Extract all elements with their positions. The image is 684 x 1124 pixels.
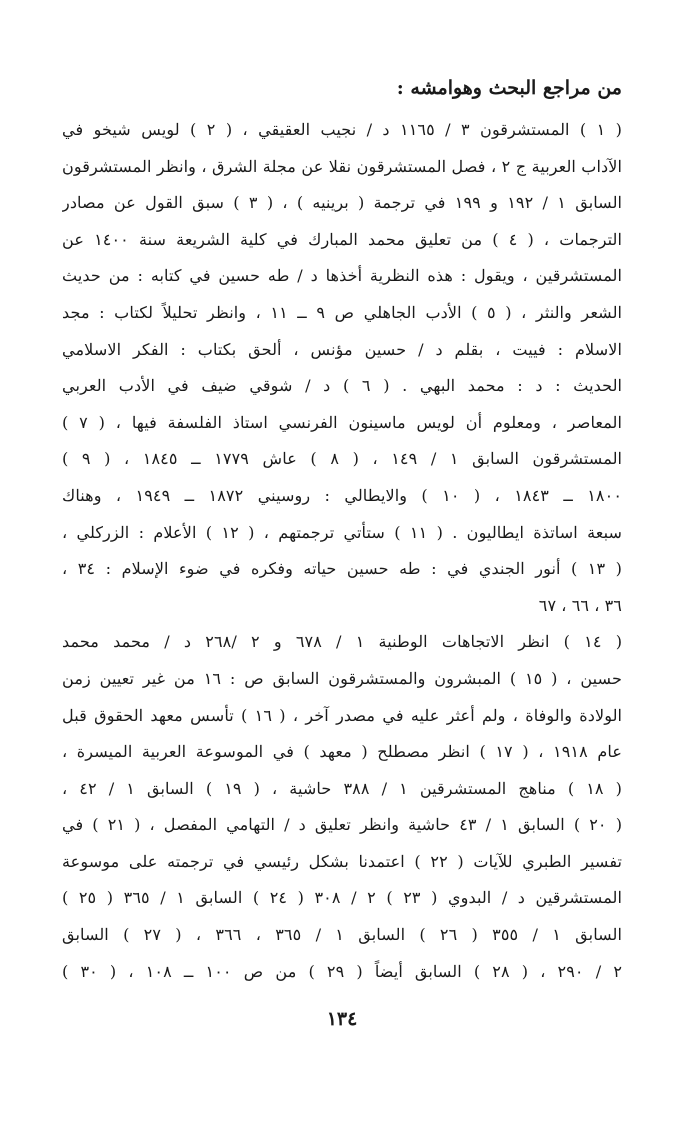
text-line: الحديث : د : محمد البهي . ( ٦ ) د / شوقي ضيف في الأدب العربي [62, 376, 622, 396]
section-heading: من مراجع البحث وهوامشه : [396, 77, 622, 99]
text-line: ( ٢٠ ) السابق ١ / ٤٣ حاشية وانظر تعليق د / التهامي المفصل ، ( ٢١ ) في [62, 815, 622, 835]
text-line: عام ١٩١٨ ، ( ١٧ ) انظر مصطلح ( معهد ) في الموسوعة العربية الميسرة ، [62, 742, 622, 762]
text-line: ٢ / ٢٩٠ ، ( ٢٨ ) السابق أيضاً ( ٢٩ ) من ص ١٠٠ ــ ١٠٨ ، ( ٣٠ ) [62, 961, 622, 981]
text-line: الآداب العربية ج ٢ ، فصل المستشرقون نقلا عن مجلة الشرق ، وانظر المستشرقون [62, 156, 622, 176]
page-number: ١٣٤ [326, 1008, 358, 1030]
footnotes-body [62, 112, 622, 990]
text-line: المستشرقون السابق ١ / ١٤٩ ، ( ٨ ) عاش ١٧٧٩ ــ ١٨٤٥ ، ( ٩ ) [62, 449, 622, 469]
text-line: السابق ١ / ٣٥٥ ( ٢٦ ) السابق ١ / ٣٦٥ ، ٣٦٦ ، ( ٢٧ ) السابق [62, 925, 622, 945]
text-line: الشعر والنثر ، ( ٥ ) الأدب الجاهلي ص ٩ ــ ١١ ، وانظر تحليلاً لكتاب : مجد [62, 302, 622, 322]
text-line: ( ١٣ ) أنور الجندي في : طه حسين حياته وفكره في ضوء الإسلام : ٣٤ ، [62, 559, 622, 579]
text-line: حسين ، ( ١٥ ) المبشرون والمستشرقون السابق ص : ١٦ من غير تعيين زمن [62, 668, 622, 688]
text-line: الاسلام : فييت ، بقلم د / حسين مؤنس ، ألحق بكتاب : الفكر الاسلامي [62, 339, 622, 359]
text-line: السابق ١ / ١٩٢ و ١٩٩ في ترجمة ( برينيه ) ، ( ٣ ) سبق القول عن مصادر [62, 193, 622, 213]
text-line: سبعة اساتذة ايطاليون . ( ١١ ) ستأتي ترجمتهم ، ( ١٢ ) الأعلام : الزركلي ، [62, 522, 622, 542]
text-line: ٣٦ ، ٦٦ ، ٦٧ [538, 595, 622, 615]
text-line: ( ١ ) المستشرقون ٣ / ١١٦٥ د / نجيب العقيقي ، ( ٢ ) لويس شيخو في [62, 120, 622, 139]
text-line: المعاصر ، ومعلوم أن لويس ماسينون الفرنسي استاذ الفلسفة فيها ، ( ٧ ) [62, 412, 622, 432]
text-line: الولادة والوفاة ، ولم أعثر عليه في مصدر آخر ، ( ١٦ ) تأسس معهد الحقوق قبل [62, 705, 622, 725]
text-line: المستشرقين ، ويقول : هذه النظرية أخذها د / طه حسين في كتابه : من حديث [62, 266, 622, 286]
text-line: الترجمات ، ( ٤ ) من تعليق محمد المبارك في كلية الشريعة سنة ١٤٠٠ عن [62, 229, 622, 249]
text-line: ( ١٨ ) مناهج المستشرقين ١ / ٣٨٨ حاشية ، ( ١٩ ) السابق ١ / ٤٢ ، [62, 778, 622, 798]
text-line: ( ١٤ ) انظر الاتجاهات الوطنية ١ / ٦٧٨ و ٢ /٢٦٨ د / محمد محمد [62, 632, 622, 652]
text-line: ١٨٠٠ ــ ١٨٤٣ ، ( ١٠ ) والايطالي : روسيني ١٨٧٢ ــ ١٩٤٩ ، وهناك [62, 485, 622, 505]
text-line: المستشرقين د / البدوي ( ٢٣ ) ٢ / ٣٠٨ ( ٢٤ ) السابق ١ / ٣٦٥ ( ٢٥ ) [62, 888, 622, 908]
text-line: تفسير الطبري للآيات ( ٢٢ ) اعتمدنا بشكل رئيسي في ترجمته على موسوعة [62, 851, 622, 871]
